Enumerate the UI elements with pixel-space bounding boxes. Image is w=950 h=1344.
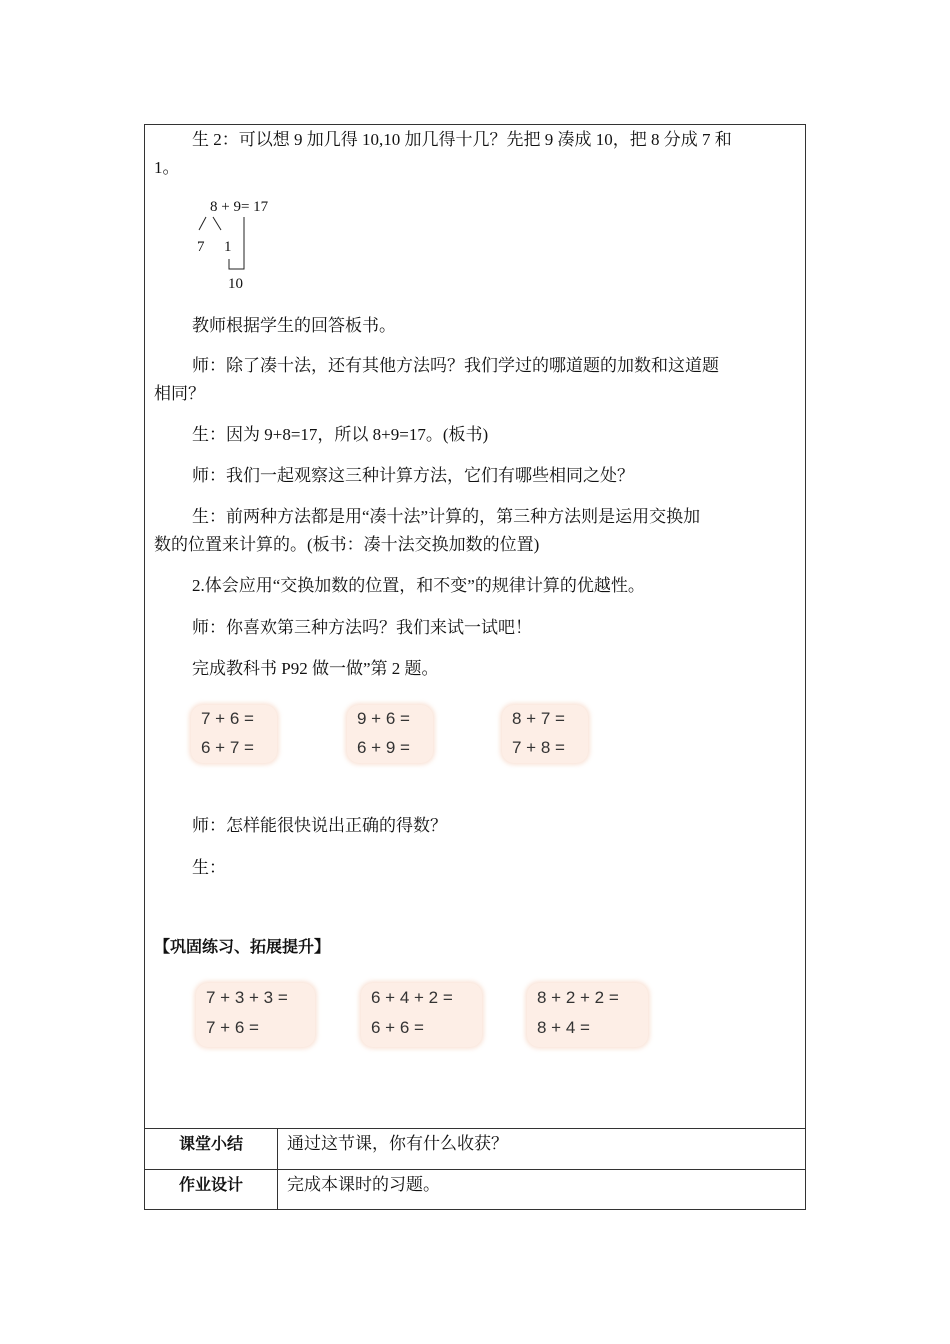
homework-text: 完成本课时的习题。 (287, 1175, 440, 1194)
exercise-line: 9 + 6 = (357, 709, 410, 728)
paragraph-teacher-question-line2: 相同？ (154, 384, 205, 403)
exercise-card (191, 705, 277, 763)
diagram-sum: 10 (228, 276, 243, 292)
summary-text: 通过这节课，你有什么收获？ (287, 1134, 508, 1153)
exercise-line: 8 + 2 + 2 = (537, 988, 619, 1007)
paragraph-teacher-fast: 师：怎样能很快说出正确的得数？ (192, 816, 447, 835)
paragraph-teacher-question-line1: 师：除了凑十法，还有其他方法吗？我们学过的哪道题的加数和这道题 (192, 356, 719, 375)
exercise-line: 6 + 4 + 2 = (371, 988, 453, 1007)
paragraph-textbook-task: 完成教科书 P92 做一做”第 2 题。 (192, 659, 439, 678)
exercise-line: 7 + 8 = (512, 738, 565, 757)
diagram-equation: 8 + 9= 17 (210, 199, 269, 215)
diagram-branch-right (213, 217, 221, 230)
table-row-homework (145, 1169, 805, 1210)
paragraph-student-methods-line1: 生：前两种方法都是用“凑十法”计算的，第三种方法则是运用交换加 (192, 507, 701, 526)
diagram-branch-left (199, 217, 206, 230)
paragraph-teacher-try: 师：你喜欢第三种方法吗？我们来试一试吧！ (192, 618, 532, 637)
paragraph-student2-line1: 生 2：可以想 9 加几得 10,10 加几得十几？先把 9 凑成 10，把 8 分成 7 和 (192, 130, 732, 149)
exercise-card (502, 705, 588, 763)
exercise-line: 6 + 7 = (201, 738, 254, 757)
exercise-card (527, 983, 648, 1047)
exercise-card (361, 983, 482, 1047)
paragraph-teacher-board: 教师根据学生的回答板书。 (192, 316, 396, 335)
summary-label: 课堂小结 (145, 1129, 278, 1170)
exercise-line: 8 + 7 = (512, 709, 565, 728)
paragraph-student-blank: 生： (192, 858, 226, 877)
homework-label: 作业设计 (145, 1170, 278, 1210)
exercise-card (347, 705, 433, 763)
section-heading-practice: 【巩固练习、拓展提升】 (154, 937, 331, 956)
lesson-table (144, 124, 806, 1210)
paragraph-student-answer: 生：因为 9+8=17，所以 8+9=17。(板书) (192, 425, 489, 444)
make-ten-diagram (193, 197, 293, 297)
exercise-card (196, 983, 315, 1047)
table-row-summary (145, 1128, 805, 1170)
exercise-line: 7 + 6 = (206, 1018, 259, 1037)
paragraph-student2-line2: 1。 (154, 158, 180, 177)
paragraph-student-methods-line2: 数的位置来计算的。(板书：凑十法交换加数的位置) (154, 535, 540, 554)
lesson-content-cell (145, 125, 805, 1128)
exercise-line: 7 + 3 + 3 = (206, 988, 288, 1007)
paragraph-teacher-observe: 师：我们一起观察这三种计算方法，它们有哪些相同之处？ (192, 466, 634, 485)
exercise-line: 7 + 6 = (201, 709, 254, 728)
diagram-right-part: 1 (224, 239, 232, 255)
exercise-line: 6 + 6 = (371, 1018, 424, 1037)
exercise-line: 6 + 9 = (357, 738, 410, 757)
exercise-line: 8 + 4 = (537, 1018, 590, 1037)
diagram-left-part: 7 (197, 239, 205, 255)
paragraph-step-2: 2.体会应用“交换加数的位置，和不变”的规律计算的优越性。 (192, 576, 645, 595)
